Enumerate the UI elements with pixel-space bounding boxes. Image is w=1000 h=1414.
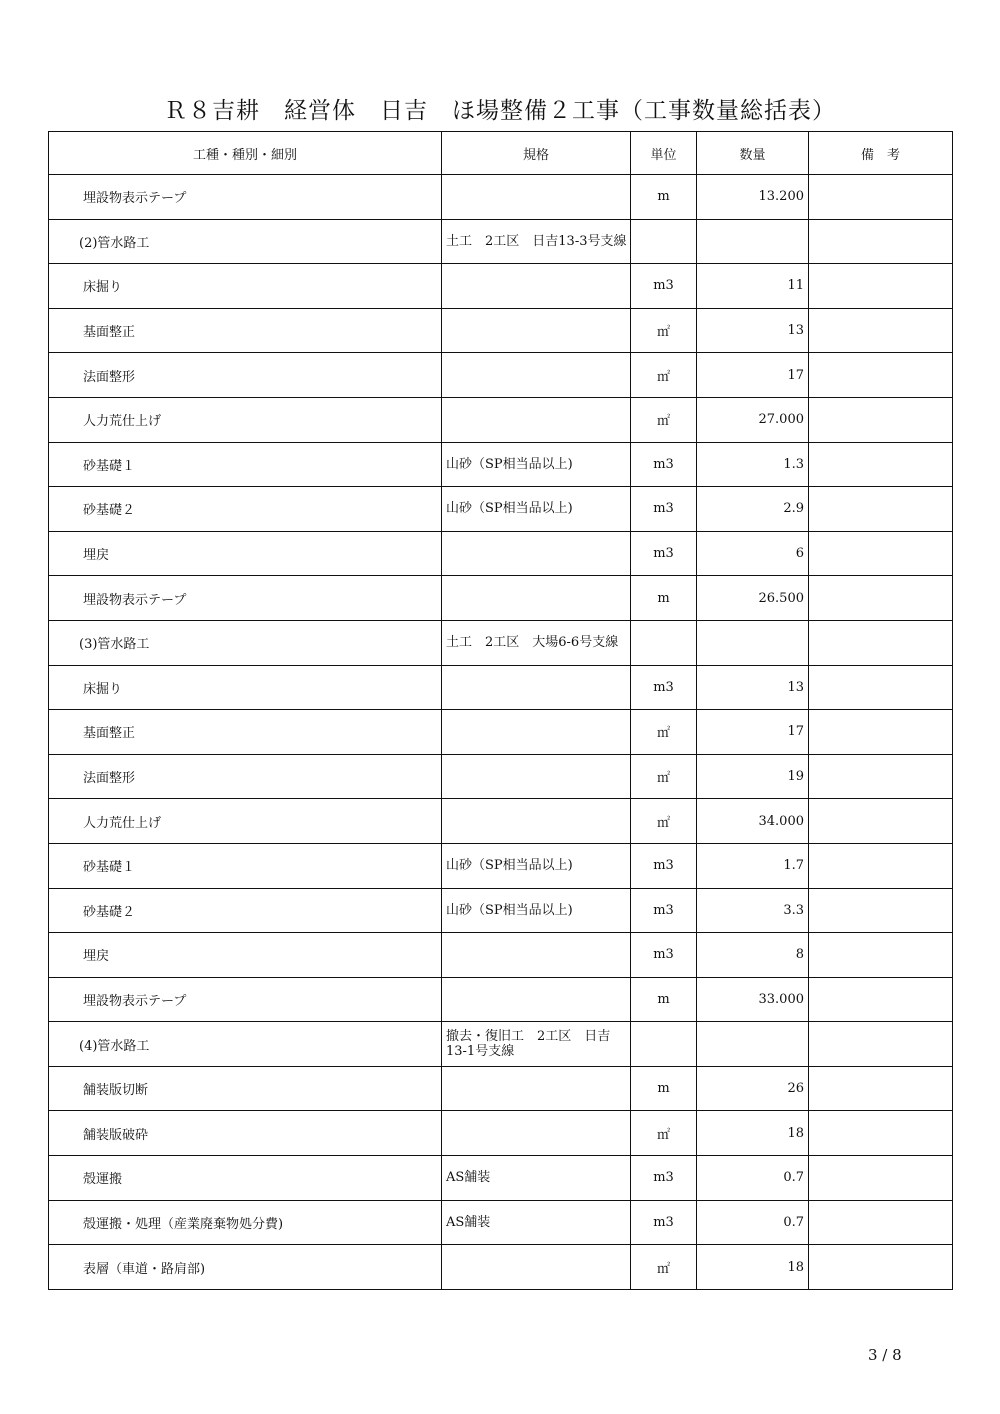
cell-remarks (809, 665, 953, 710)
header-remarks: 備 考 (809, 132, 953, 175)
cell-remarks (809, 977, 953, 1022)
cell-unit: m (631, 576, 697, 621)
cell-name: 埋設物表示テープ (49, 175, 442, 220)
cell-qty: 0.7 (697, 1200, 809, 1245)
cell-spec (442, 799, 631, 844)
cell-qty: 3.3 (697, 888, 809, 933)
cell-name: 床掘り (49, 665, 442, 710)
cell-remarks (809, 219, 953, 264)
cell-qty: 13 (697, 665, 809, 710)
page-number: 3 / 8 (868, 1346, 902, 1364)
cell-unit: ㎡ (631, 1245, 697, 1290)
cell-name: 砂基礎１ (49, 442, 442, 487)
cell-qty: 1.3 (697, 442, 809, 487)
cell-name: 法面整形 (49, 353, 442, 398)
cell-spec: 撤去・復旧工 2工区 日吉13-1号支線 (442, 1022, 631, 1067)
cell-qty: 27.000 (697, 397, 809, 442)
cell-name: 舗装版破砕 (49, 1111, 442, 1156)
cell-remarks (809, 487, 953, 532)
cell-spec: 山砂（SP相当品以上) (442, 487, 631, 532)
cell-unit: ㎡ (631, 353, 697, 398)
cell-name: 埋戻 (49, 531, 442, 576)
cell-spec: AS舗装 (442, 1200, 631, 1245)
cell-qty: 18 (697, 1111, 809, 1156)
cell-qty: 33.000 (697, 977, 809, 1022)
cell-name: 埋設物表示テープ (49, 977, 442, 1022)
cell-remarks (809, 754, 953, 799)
cell-name: 基面整正 (49, 710, 442, 755)
cell-qty (697, 219, 809, 264)
table-row (49, 175, 953, 220)
cell-qty (697, 620, 809, 665)
cell-qty (697, 1022, 809, 1067)
table-row (49, 799, 953, 844)
cell-qty: 13.200 (697, 175, 809, 220)
cell-remarks (809, 353, 953, 398)
cell-qty: 6 (697, 531, 809, 576)
table-header-row (49, 132, 953, 175)
cell-unit: m3 (631, 264, 697, 309)
cell-spec (442, 665, 631, 710)
cell-remarks (809, 888, 953, 933)
cell-spec (442, 977, 631, 1022)
cell-qty: 26 (697, 1066, 809, 1111)
cell-qty: 11 (697, 264, 809, 309)
cell-qty: 18 (697, 1245, 809, 1290)
cell-unit (631, 1022, 697, 1067)
table-row (49, 219, 953, 264)
cell-spec (442, 710, 631, 755)
cell-qty: 13 (697, 308, 809, 353)
cell-qty: 17 (697, 353, 809, 398)
cell-spec: 土工 2工区 大場6-6号支線 (442, 620, 631, 665)
cell-remarks (809, 264, 953, 309)
table-row (49, 933, 953, 978)
cell-remarks (809, 933, 953, 978)
cell-qty: 19 (697, 754, 809, 799)
cell-qty: 34.000 (697, 799, 809, 844)
cell-spec (442, 576, 631, 621)
table-row (49, 576, 953, 621)
cell-spec (442, 531, 631, 576)
header-qty: 数量 (697, 132, 809, 175)
cell-unit: m3 (631, 487, 697, 532)
cell-unit: ㎡ (631, 710, 697, 755)
cell-unit: m3 (631, 442, 697, 487)
cell-spec (442, 308, 631, 353)
cell-remarks (809, 1066, 953, 1111)
cell-unit: m (631, 1066, 697, 1111)
cell-name: 基面整正 (49, 308, 442, 353)
header-unit: 単位 (631, 132, 697, 175)
table-row (49, 487, 953, 532)
table-row (49, 1200, 953, 1245)
cell-unit: m3 (631, 665, 697, 710)
cell-unit: m3 (631, 1200, 697, 1245)
table-row (49, 620, 953, 665)
table-row (49, 754, 953, 799)
cell-remarks (809, 397, 953, 442)
table-row (49, 1111, 953, 1156)
cell-spec (442, 353, 631, 398)
table-row (49, 888, 953, 933)
cell-qty: 17 (697, 710, 809, 755)
cell-remarks (809, 620, 953, 665)
cell-qty: 0.7 (697, 1156, 809, 1201)
cell-remarks (809, 1111, 953, 1156)
table-row (49, 353, 953, 398)
cell-qty: 8 (697, 933, 809, 978)
table-row (49, 1066, 953, 1111)
cell-spec (442, 1245, 631, 1290)
cell-name: 表層（車道・路肩部) (49, 1245, 442, 1290)
cell-spec (442, 933, 631, 978)
cell-unit (631, 219, 697, 264)
table-row (49, 1022, 953, 1067)
cell-qty: 26.500 (697, 576, 809, 621)
cell-remarks (809, 799, 953, 844)
table-row (49, 710, 953, 755)
cell-spec (442, 754, 631, 799)
cell-unit: ㎡ (631, 1111, 697, 1156)
cell-unit: m3 (631, 888, 697, 933)
cell-name: 埋設物表示テープ (49, 576, 442, 621)
cell-spec: AS舗装 (442, 1156, 631, 1201)
table-row (49, 264, 953, 309)
cell-name: (2)管水路工 (49, 219, 442, 264)
cell-name: 砂基礎１ (49, 843, 442, 888)
cell-unit: ㎡ (631, 397, 697, 442)
cell-remarks (809, 442, 953, 487)
cell-unit: ㎡ (631, 308, 697, 353)
table-row (49, 531, 953, 576)
cell-unit: ㎡ (631, 799, 697, 844)
table-row (49, 665, 953, 710)
cell-spec (442, 1066, 631, 1111)
cell-remarks (809, 710, 953, 755)
cell-qty: 1.7 (697, 843, 809, 888)
cell-name: 人力荒仕上げ (49, 397, 442, 442)
cell-name: 人力荒仕上げ (49, 799, 442, 844)
cell-name: 舗装版切断 (49, 1066, 442, 1111)
cell-unit (631, 620, 697, 665)
quantity-summary-table (48, 131, 953, 1290)
cell-name: 床掘り (49, 264, 442, 309)
cell-remarks (809, 1200, 953, 1245)
cell-remarks (809, 843, 953, 888)
table-row (49, 1245, 953, 1290)
cell-name: 埋戻 (49, 933, 442, 978)
cell-remarks (809, 1022, 953, 1067)
page-title: Ｒ８吉耕 経営体 日吉 ほ場整備２工事（工事数量総括表） (164, 98, 836, 124)
cell-unit: m3 (631, 1156, 697, 1201)
cell-unit: ㎡ (631, 754, 697, 799)
cell-spec: 山砂（SP相当品以上) (442, 442, 631, 487)
cell-remarks (809, 175, 953, 220)
table-row (49, 843, 953, 888)
table-row (49, 977, 953, 1022)
cell-name: 法面整形 (49, 754, 442, 799)
cell-unit: m (631, 977, 697, 1022)
cell-name: 砂基礎２ (49, 487, 442, 532)
cell-remarks (809, 1245, 953, 1290)
cell-name: 砂基礎２ (49, 888, 442, 933)
cell-remarks (809, 308, 953, 353)
table-row (49, 397, 953, 442)
cell-qty: 2.9 (697, 487, 809, 532)
cell-spec: 山砂（SP相当品以上) (442, 843, 631, 888)
cell-spec (442, 264, 631, 309)
cell-remarks (809, 531, 953, 576)
cell-remarks (809, 576, 953, 621)
cell-spec (442, 175, 631, 220)
cell-unit: m3 (631, 933, 697, 978)
header-spec: 規格 (442, 132, 631, 175)
table-row (49, 308, 953, 353)
cell-name: 殻運搬 (49, 1156, 442, 1201)
cell-spec (442, 397, 631, 442)
cell-remarks (809, 1156, 953, 1201)
table-row (49, 1156, 953, 1201)
table-row (49, 442, 953, 487)
cell-unit: m3 (631, 531, 697, 576)
cell-name: 殻運搬・処理（産業廃棄物処分費) (49, 1200, 442, 1245)
cell-unit: m3 (631, 843, 697, 888)
cell-name: (4)管水路工 (49, 1022, 442, 1067)
cell-spec: 土工 2工区 日吉13-3号支線 (442, 219, 631, 264)
cell-spec: 山砂（SP相当品以上) (442, 888, 631, 933)
header-name: 工種・種別・細別 (49, 132, 442, 175)
cell-spec (442, 1111, 631, 1156)
cell-unit: m (631, 175, 697, 220)
cell-name: (3)管水路工 (49, 620, 442, 665)
